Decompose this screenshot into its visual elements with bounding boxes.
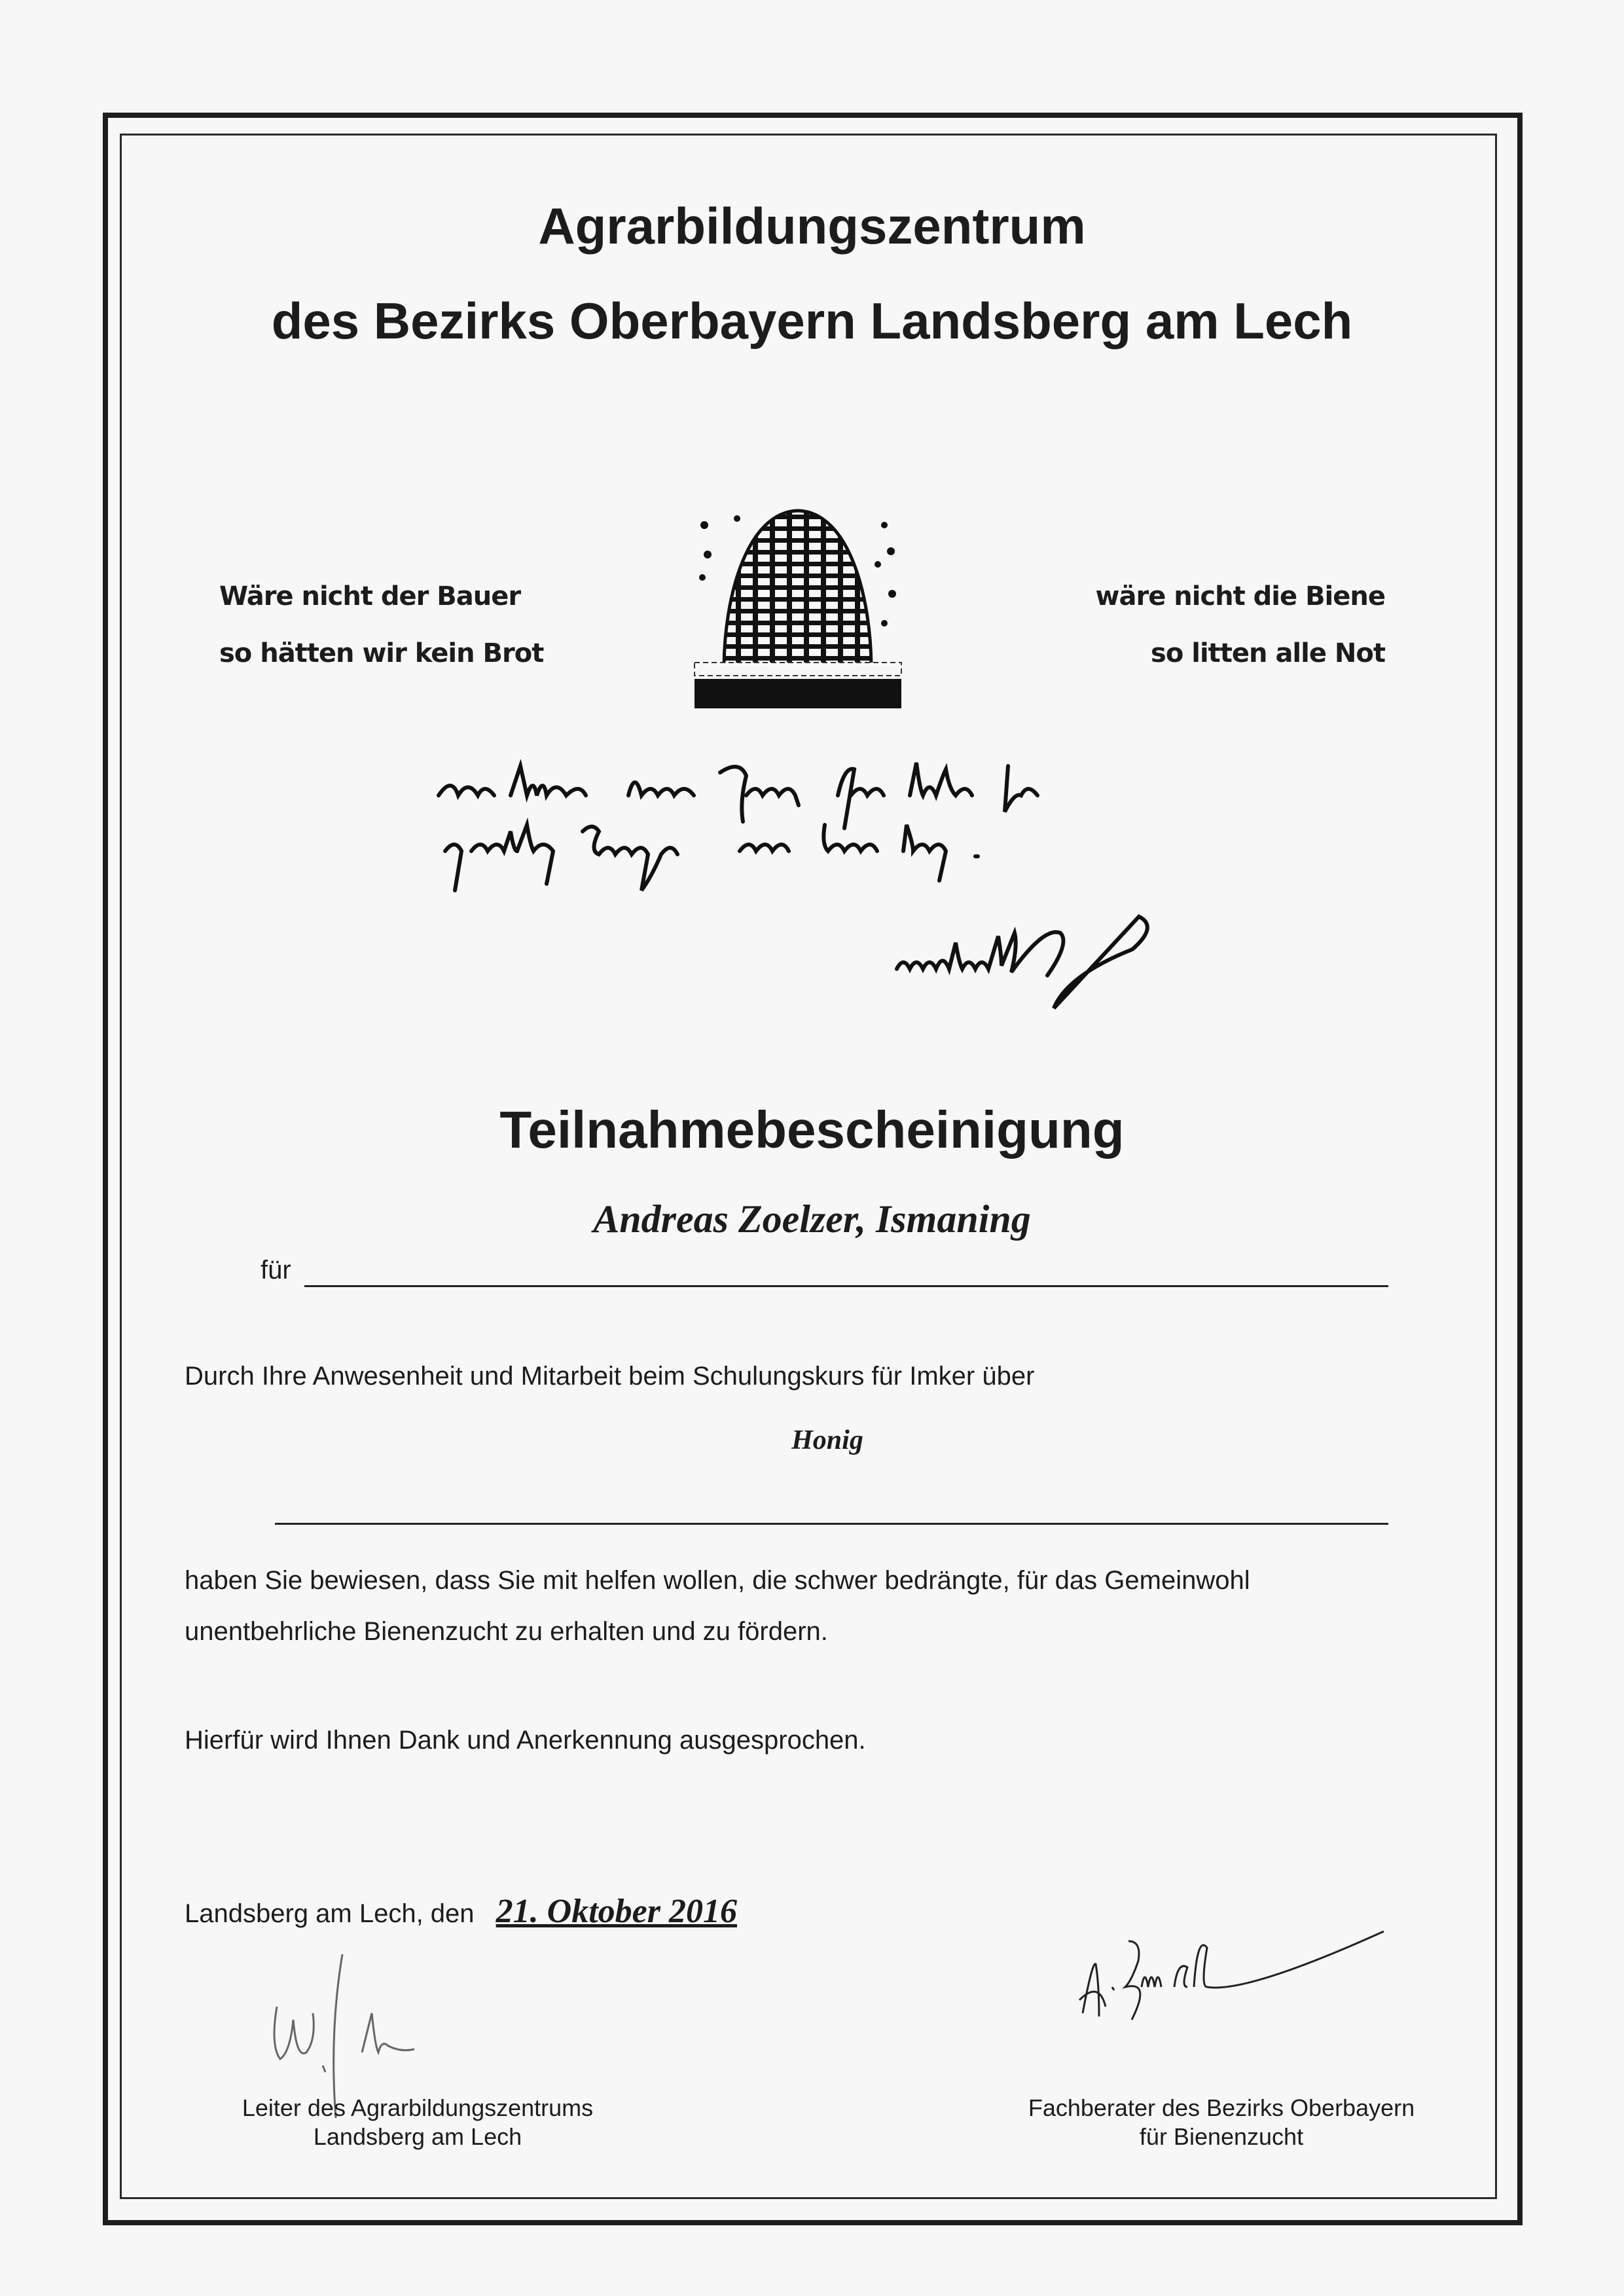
left-title-line2: Landsberg am Lech <box>313 2123 522 2150</box>
right-title-line1: Fachberater des Bezirks Oberbayern <box>1028 2094 1415 2121</box>
course-topic: Honig <box>791 1425 863 1455</box>
signatory-right-title <box>992 2094 1451 2151</box>
date-place: Landsberg am Lech, den <box>185 1899 475 1928</box>
header-line1: Agrarbildungszentrum <box>538 197 1086 255</box>
certificate-title: Teilnahmebescheinigung <box>499 1101 1125 1159</box>
date-value: 21. Oktober 2016 <box>496 1893 737 1930</box>
handwritten-quote <box>432 759 1172 1021</box>
recipient-name: Andreas Zoelzer, Ismaning <box>593 1197 1031 1241</box>
motto-right-2: so litten alle Not <box>1151 638 1385 668</box>
for-label: für <box>261 1256 291 1285</box>
body-line-2: unentbehrliche Bienenzucht zu erhalten und zu fördern. <box>185 1617 828 1646</box>
thanks-text: Hierfür wird Ihnen Dank und Anerkennung ausgesprochen. <box>185 1726 866 1755</box>
topic-underline <box>275 1523 1388 1525</box>
motto-left-2: so hätten wir kein Brot <box>219 638 544 668</box>
recipient-underline <box>304 1285 1388 1287</box>
motto-right-1: wäre nicht die Biene <box>1095 581 1385 611</box>
header-line2: des Bezirks Oberbayern Landsberg am Lech <box>271 292 1353 350</box>
motto-left-1: Wäre nicht der Bauer <box>219 581 521 611</box>
beehive-icon <box>688 505 908 712</box>
body-line-1: haben Sie bewiesen, dass Sie mit helfen wollen, die schwer bedrängte, für das Gemeinwohl <box>185 1566 1250 1595</box>
signature-right <box>1076 1928 1390 2033</box>
left-title-line1: Leiter des Agrarbildungszentrums <box>242 2094 594 2121</box>
intro-text: Durch Ihre Anwesenheit und Mitarbeit beim Schulungskurs für Imker über <box>185 1362 1035 1391</box>
signatory-left-title <box>221 2094 614 2151</box>
right-title-line2: für Bienenzucht <box>1139 2123 1304 2150</box>
date-line <box>185 1892 737 1931</box>
inner-border <box>120 134 1497 2199</box>
